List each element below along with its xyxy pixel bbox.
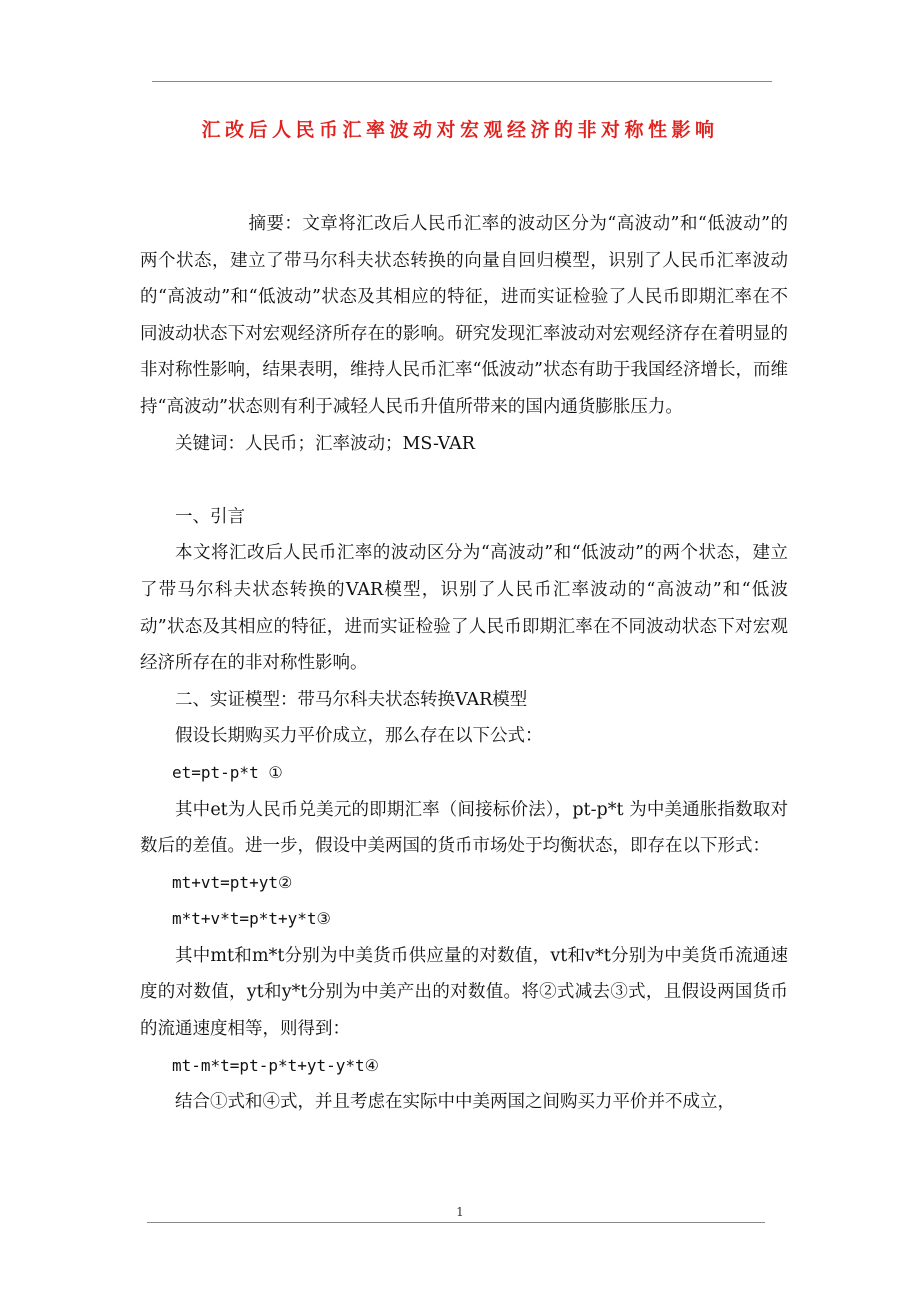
formula-2: mt+vt=pt+yt②: [172, 872, 293, 892]
page-number: 1: [456, 1205, 464, 1219]
formula-1: et=pt-p*t ①: [172, 762, 283, 782]
formula-4: mt-m*t=pt-p*t+yt-y*t④: [172, 1055, 379, 1075]
abstract-paragraph: 摘要：文章将汇改后人民币汇率的波动区分为“高波动”和“低波动”的两个状态，建立了带马尔科夫状态转换的向量自回归模型，识别了人民币汇率波动的“高波动”和“低波动”状态及其相应的特征，进而实证检验了人民币即期汇率在不同波动状态下对宏观经济所存在的影响。研究发现汇率波动对宏观经济存在着明显的非对称性影响，结果表明，维持人民币汇率“低波动”状态有助于我国经济增长，而维持“高波动”状态则有利于减轻人民币升值所带来的国内通货膨胀压力。: [140, 214, 788, 417]
introduction-paragraph: 本文将汇改后人民币汇率的波动区分为“高波动”和“低波动”的两个状态，建立了带马尔科夫状态转换的VAR模型，识别了人民币汇率波动的“高波动”和“低波动”状态及其相应的特征，进而实证检验了人民币即期汇率在不同波动状态下对宏观经济所存在的非对称性影响。: [140, 543, 788, 674]
combination-paragraph: 结合①式和④式，并且考虑在实际中中美两国之间购买力平价并不成立，: [175, 1092, 735, 1113]
document-title: 汇改后人民币汇率波动对宏观经济的非对称性影响: [201, 119, 719, 141]
ppp-paragraph: 假设长期购买力平价成立，那么存在以下公式：: [175, 726, 543, 747]
footer-rule: [147, 1222, 765, 1223]
paragraph-gap: [140, 462, 788, 499]
section-heading-introduction: 一、引言: [175, 506, 245, 527]
header-rule: [152, 81, 772, 82]
money-supply-paragraph: 其中mt和m*t分别为中美货币供应量的对数值，vt和v*t分别为中美货币流通速度的对数值，yt和y*t分别为中美产出的对数值。将②式减去③式，且假设两国货币的流通速度相等，则得到：: [140, 945, 788, 1040]
formula-3: m*t+v*t=p*t+y*t③: [172, 909, 331, 929]
section-heading-model: 二、实证模型：带马尔科夫状态转换VAR模型: [175, 689, 528, 710]
exchange-rate-paragraph: 其中et为人民币兑美元的即期汇率（间接标价法），pt-p*t 为中美通胀指数取对数后的差值。进一步，假设中美两国的货币市场处于均衡状态，即存在以下形式：: [140, 799, 788, 857]
keywords-line: 关键词：人民币；汇率波动；MS-VAR: [175, 433, 475, 454]
document-body: [140, 206, 788, 1121]
